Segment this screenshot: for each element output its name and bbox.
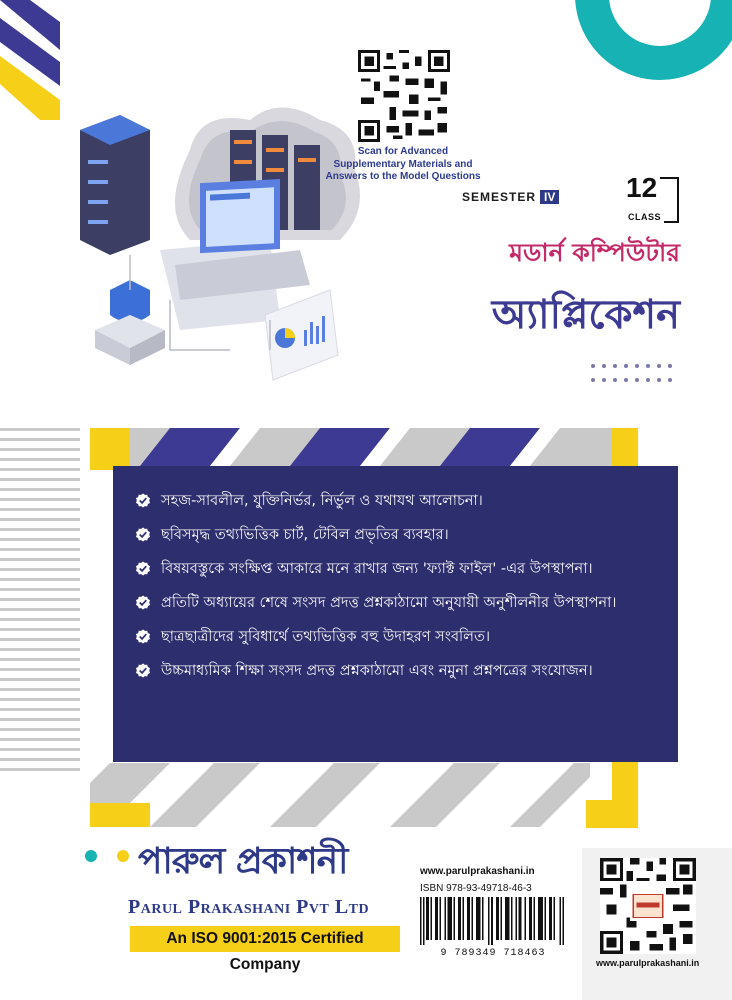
check-badge-icon <box>133 493 153 508</box>
book-title-line1: মডার্ন কম্পিউটার <box>509 238 680 267</box>
dot-grid-decoration <box>590 362 682 386</box>
feature-text: বিষয়বস্তুকে সংক্ষিপ্ত আকারে মনে রাখার জন্য 'ফ্যাক্ট ফাইল' -এর উপস্থাপনা। <box>161 561 593 577</box>
semester-number: IV <box>540 190 559 204</box>
barcode-digits: 9 789349 718463 <box>440 948 546 959</box>
book-title-line2: অ্যাপ্লিকেশন <box>491 292 680 338</box>
barcode-website: www.parulprakashani.in <box>420 866 535 877</box>
teal-ring-decoration <box>575 0 732 80</box>
feature-text: উচ্চমাধ্যমিক শিক্ষা সংসদ প্রদত্ত প্রশ্নকাঠামো এবং নমুনা প্রশ্নপত্রের সংযোজন। <box>161 663 593 679</box>
feature-text: ছাত্রছাত্রীদের সুবিধার্থে তথ্যভিত্তিক বহু উদাহরণ সংবলিত। <box>161 629 491 645</box>
semester-text: SEMESTER <box>462 190 537 204</box>
qr-code-top <box>358 50 450 142</box>
feature-text: ছবিসমৃদ্ধ তথ্যভিত্তিক চার্ট, টেবিল প্রভৃতির ব্যবহার। <box>161 527 449 543</box>
feature-text: সহজ-সাবলীল, যুক্তিনির্ভর, নির্ভুল ও যথাযথ আলোচনা। <box>161 493 483 509</box>
check-badge-icon <box>133 561 153 576</box>
check-badge-icon <box>133 527 153 542</box>
publisher-name-bengali: পারুল প্রকাশনী <box>138 841 348 882</box>
corner-stripes-decoration <box>0 0 60 120</box>
semester-label <box>462 190 559 204</box>
yellow-block-decoration <box>90 428 130 470</box>
feature-item <box>133 659 653 683</box>
diagonal-bar-decoration <box>130 428 630 466</box>
feature-item <box>133 625 653 649</box>
feature-text: প্রতিটি অধ্যায়ের শেষে সংসদ প্রদত্ত প্রশ্নকাঠামো অনুযায়ী অনুশীলনীর উপস্থাপনা। <box>161 595 617 611</box>
feature-item <box>133 523 653 547</box>
check-badge-icon <box>133 663 153 678</box>
diagonal-stripes-bottom <box>90 763 590 827</box>
feature-item <box>133 591 653 615</box>
qr-caption: Scan for Advanced Supplementary Materials and Answers to the Model Questions <box>325 146 481 182</box>
check-badge-icon <box>133 629 153 644</box>
class-label: CLASS <box>628 212 662 222</box>
feature-list <box>133 489 653 693</box>
feature-item <box>133 489 653 513</box>
iso-certification-badge: An ISO 9001:2015 Certified Company <box>130 926 400 952</box>
teal-dot-decoration <box>85 850 97 862</box>
line-stripes-decoration <box>0 428 80 778</box>
yellow-dot-decoration <box>117 850 129 862</box>
feature-item <box>133 557 653 581</box>
check-badge-icon <box>133 595 153 610</box>
qr-code-bottom <box>600 858 696 954</box>
barcode-image <box>420 897 564 945</box>
qr-website: www.parulprakashani.in <box>596 958 700 968</box>
isbn-number: ISBN 978-93-49718-46-3 <box>420 883 532 894</box>
publisher-name-english: Parul Prakashani Pvt Ltd <box>128 896 370 918</box>
class-number: 12 <box>626 172 658 203</box>
yellow-bar-right-bottom <box>586 800 638 828</box>
